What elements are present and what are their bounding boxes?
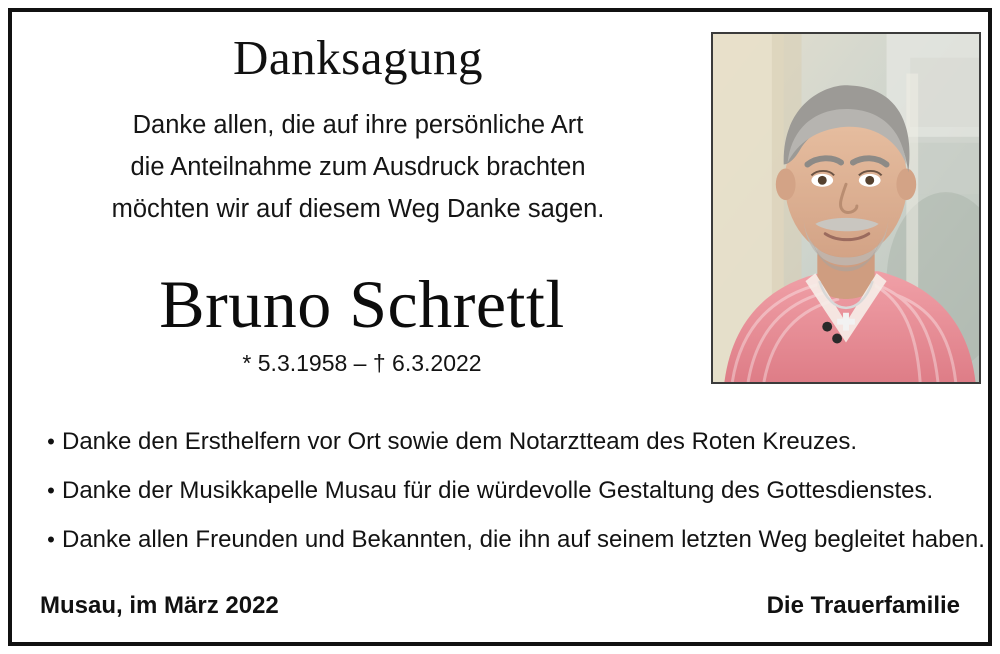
thanks-list [40, 426, 985, 573]
thanks-line-1: Danke allen, die auf ihre persönliche Art [132, 111, 584, 139]
portrait-photo [711, 32, 981, 384]
life-dates: * 5.3.1958 – † 6.3.2022 [242, 350, 482, 376]
page-title: Danksagung [233, 30, 483, 85]
notice-footer [40, 592, 960, 620]
thanks-line-2: die Anteilnahme zum Ausdruck brachten [130, 153, 586, 181]
list-item-text: Danke den Ersthelfern vor Ort sowie dem Notarztteam des Roten Kreuzes. [62, 428, 858, 455]
list-item [40, 524, 985, 556]
bullet-icon: • [47, 429, 55, 454]
place-and-date: Musau, im März 2022 [40, 592, 279, 619]
thanks-line-3: möchten wir auf diesem Weg Danke sagen. [111, 195, 605, 223]
deceased-name: Bruno Schrettl [159, 266, 565, 342]
list-item-text: Danke der Musikkapelle Musau für die würdevolle Gestaltung des Gottesdienstes. [62, 477, 934, 504]
bullet-icon: • [47, 478, 55, 503]
notice-content [12, 12, 988, 642]
list-item-text: Danke allen Freunden und Bekannten, die ihn auf seinem letzten Weg begleitet haben. [62, 526, 985, 553]
portrait-illustration [713, 34, 979, 382]
bullet-icon: • [47, 527, 55, 552]
thanks-paragraph [48, 104, 668, 230]
list-item [40, 426, 970, 458]
list-item [40, 475, 970, 507]
notice-frame [8, 8, 992, 646]
signature: Die Trauerfamilie [766, 592, 960, 619]
